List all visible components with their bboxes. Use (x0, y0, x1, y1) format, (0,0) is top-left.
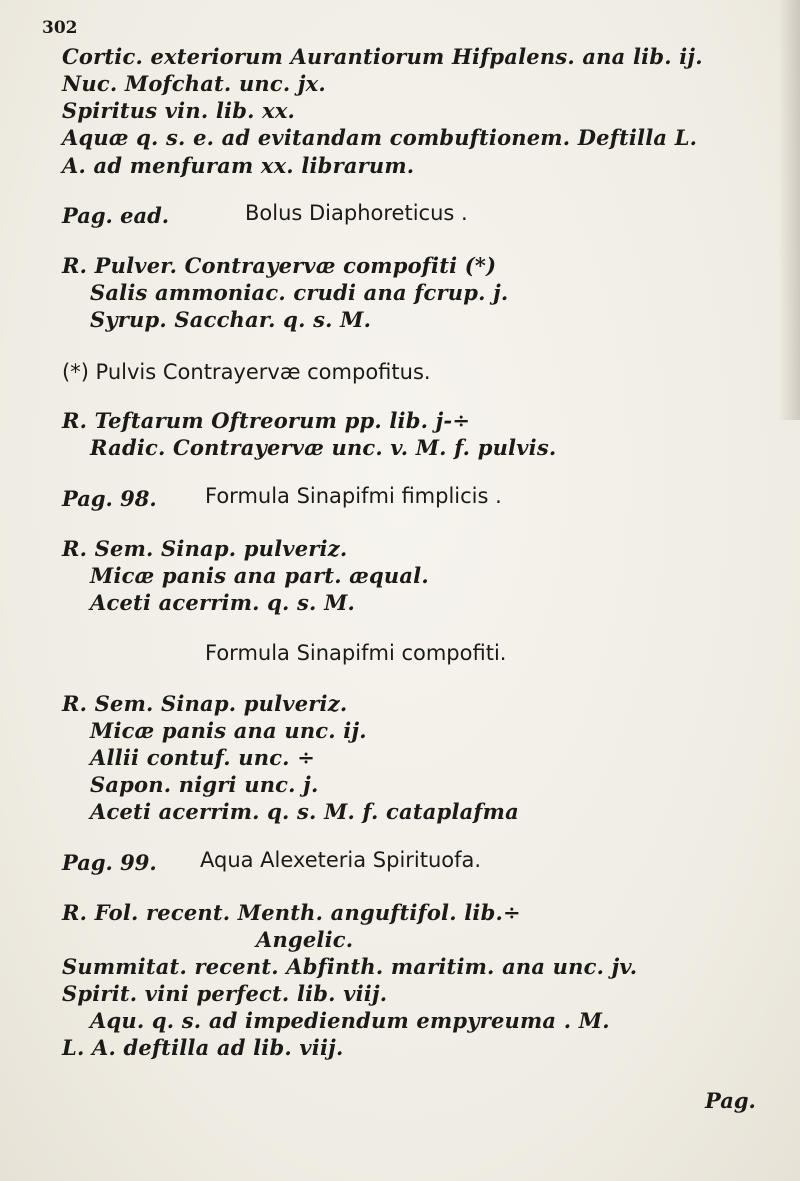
recipe-line: R. Sem. Sinap. pulveriz. (62, 691, 348, 716)
recipe-line: Spirit. vini perfect. lib. viij. (62, 981, 388, 1006)
page-reference: Pag. 99. (62, 850, 157, 875)
recipe-line: A. ad menfuram xx. librarum. (62, 153, 415, 178)
recipe-line: Sapon. nigri unc. j. (90, 772, 319, 797)
section-title: Formula Sinapifmi compofiti. (205, 641, 507, 665)
recipe-line: Summitat. recent. Abfinth. maritim. ana unc. jv. (62, 954, 638, 979)
recipe-line: Aceti acerrim. q. s. M. (90, 590, 356, 615)
recipe-line: L. A. deftilla ad lib. viij. (62, 1035, 344, 1060)
recipe-line: Micæ panis ana part. æqual. (90, 563, 429, 588)
page-edge-shadow (778, 0, 800, 420)
section-title: Aqua Alexeteria Spirituofa. (200, 848, 482, 872)
recipe-line: Nuc. Mofchat. unc. jx. (62, 71, 326, 96)
page-reference: Pag. ead. (62, 203, 170, 228)
page-reference: Pag. 98. (62, 486, 157, 511)
recipe-line: Angelic. (256, 927, 354, 952)
recipe-line: Aqu. q. s. ad impediendum empyreuma . M. (90, 1008, 610, 1033)
recipe-line: Allii contuf. unc. ÷ (90, 745, 315, 770)
recipe-line: Micæ panis ana unc. ij. (90, 718, 367, 743)
recipe-line: R. Sem. Sinap. pulveriz. (62, 536, 348, 561)
recipe-line: R. Pulver. Contrayervæ compofiti (*) (62, 253, 497, 278)
recipe-line: R. Teftarum Oftreorum pp. lib. j-÷ (62, 408, 471, 433)
section-title: Bolus Diaphoreticus . (245, 201, 468, 225)
recipe-line: R. Fol. recent. Menth. anguftifol. lib.÷ (62, 900, 521, 925)
footnote-title: (*) Pulvis Contrayervæ compofitus. (62, 360, 431, 384)
recipe-line: Aceti acerrim. q. s. M. f. cataplafma (90, 799, 519, 824)
recipe-line: Syrup. Sacchar. q. s. M. (90, 307, 372, 332)
recipe-line: Radic. Contrayervæ unc. v. M. f. pulvis. (90, 435, 557, 460)
catchword: Pag. (705, 1088, 756, 1113)
recipe-line: Spiritus vin. lib. xx. (62, 98, 296, 123)
section-title: Formula Sinapifmi fimplicis . (205, 484, 502, 508)
recipe-line: Aquæ q. s. e. ad evitandam combuftionem. Deftilla L. (62, 125, 698, 150)
page-number: 302 (42, 18, 78, 38)
recipe-line: Salis ammoniac. crudi ana fcrup. j. (90, 280, 509, 305)
recipe-line: Cortic. exteriorum Aurantiorum Hifpalens. ana lib. ij. (62, 44, 703, 69)
